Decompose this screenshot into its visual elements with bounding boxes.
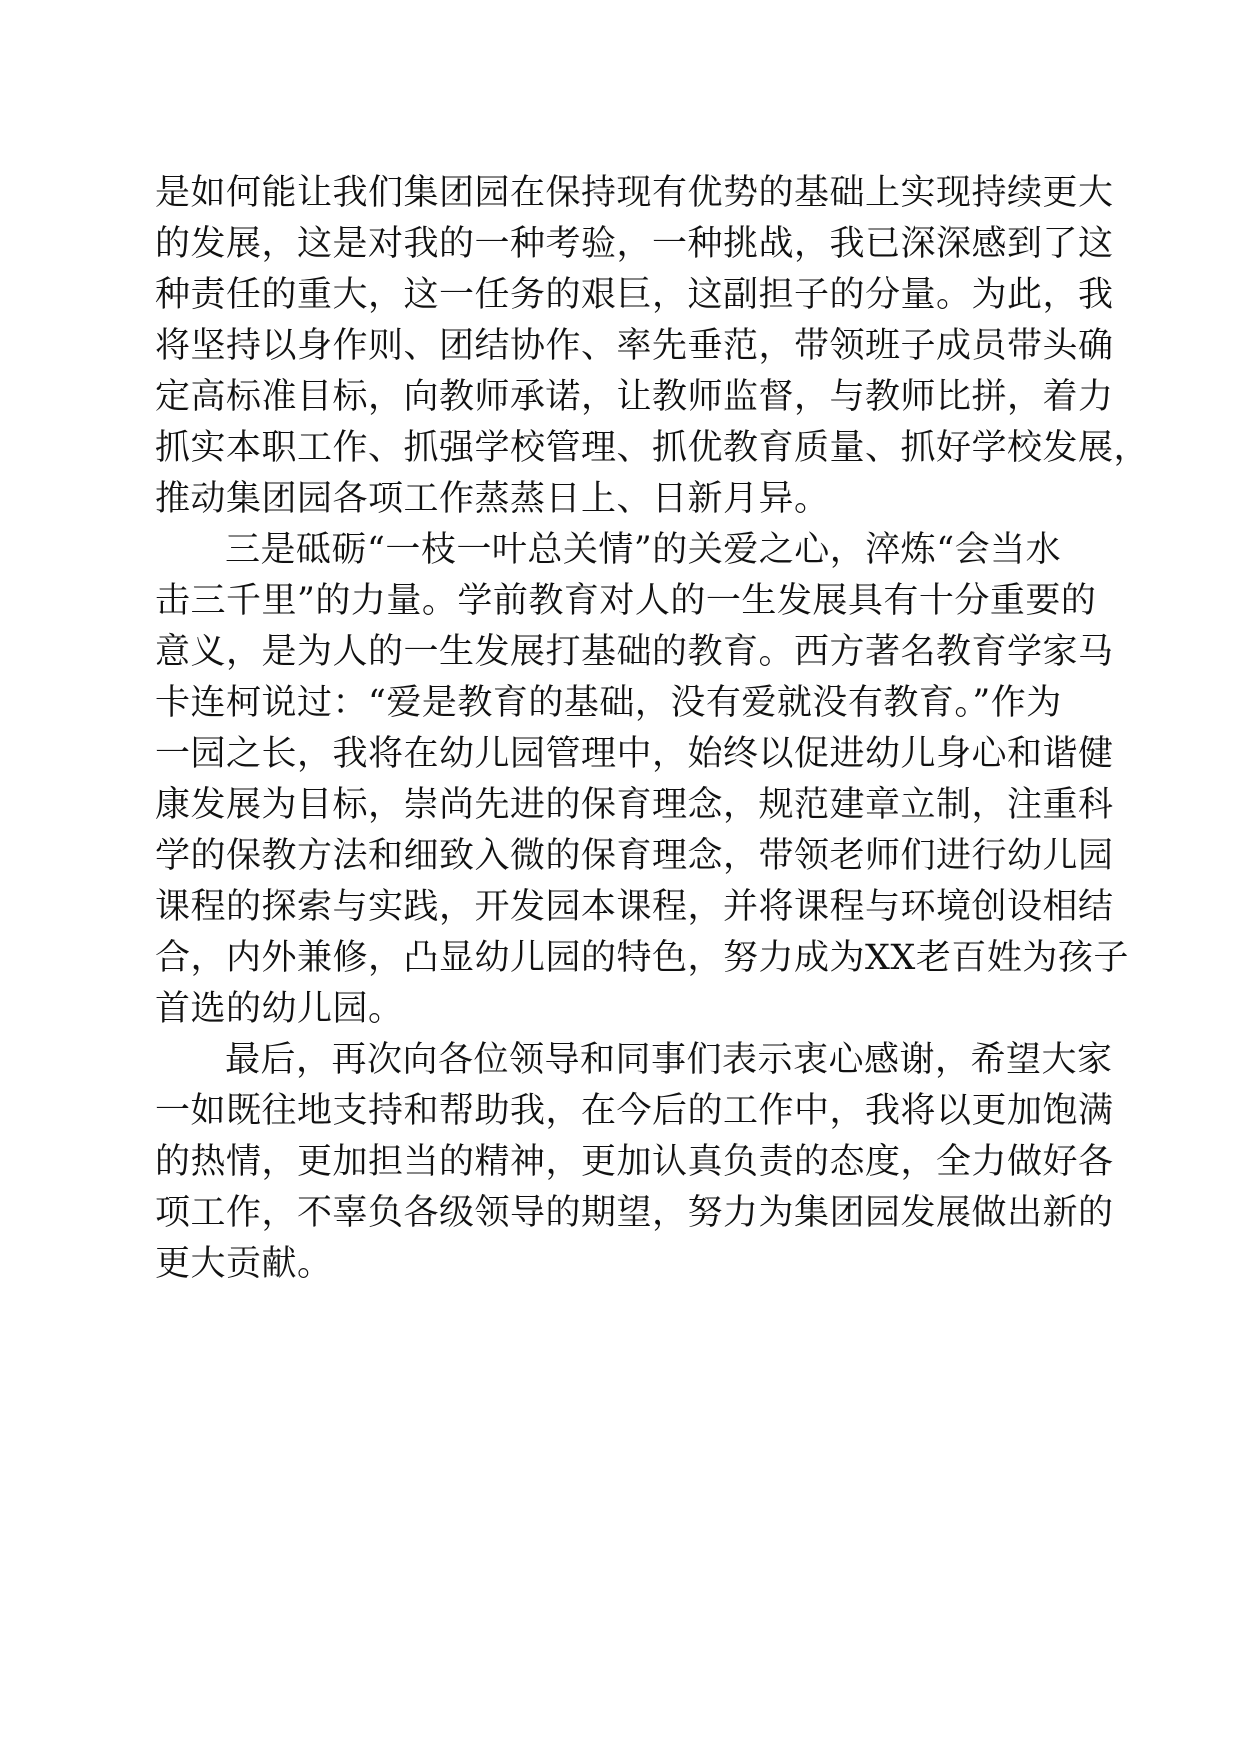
paragraph-3-line-3: 的热情，更加担当的精神，更加认真负责的态度，全力做好各 bbox=[155, 1142, 1114, 1182]
paragraph-2-line-9: 合，内外兼修，凸显幼儿园的特色，努力成为XX老百姓为孩子 bbox=[155, 938, 1129, 978]
paragraph-1-line-4: 将坚持以身作则、团结协作、率先垂范，带领班子成员带头确 bbox=[155, 326, 1114, 366]
paragraph-2-line-10: 首选的幼儿园。 bbox=[155, 989, 404, 1029]
paragraph-2-line-1: 三是砥砺“一枝一叶总关情”的关爱之心，淬炼“会当水 bbox=[225, 530, 1062, 570]
paragraph-1-line-5: 定高标准目标，向教师承诺，让教师监督，与教师比拼，着力 bbox=[155, 377, 1114, 417]
paragraph-2-line-7: 学的保教方法和细致入微的保育理念，带领老师们进行幼儿园 bbox=[155, 836, 1114, 876]
document-body bbox=[155, 168, 1150, 1290]
paragraph-3-line-1: 最后，再次向各位领导和同事们表示衷心感谢，希望大家 bbox=[225, 1040, 1113, 1080]
paragraph-3-line-4: 项工作，不辜负各级领导的期望，努力为集团园发展做出新的 bbox=[155, 1193, 1114, 1233]
paragraph-2-line-5: 一园之长，我将在幼儿园管理中，始终以促进幼儿身心和谐健 bbox=[155, 734, 1114, 774]
paragraph-1-line-6: 抓实本职工作、抓强学校管理、抓优教育质量、抓好学校发展， bbox=[155, 428, 1150, 468]
paragraph-1-line-7: 推动集团园各项工作蒸蒸日上、日新月异。 bbox=[155, 479, 830, 519]
paragraph-2-line-2: 击三千里”的力量。学前教育对人的一生发展具有十分重要的 bbox=[155, 581, 1097, 621]
paragraph-1-line-3: 种责任的重大，这一任务的艰巨，这副担子的分量。为此，我 bbox=[155, 275, 1114, 315]
paragraph-2-line-6: 康发展为目标，崇尚先进的保育理念，规范建章立制，注重科 bbox=[155, 785, 1114, 825]
paragraph-2-line-8: 课程的探索与实践，开发园本课程，并将课程与环境创设相结 bbox=[155, 887, 1114, 927]
paragraph-3-line-2: 一如既往地支持和帮助我，在今后的工作中，我将以更加饱满 bbox=[155, 1091, 1114, 1131]
paragraph-2-line-4: 卡连柯说过：“爱是教育的基础，没有爱就没有教育。”作为 bbox=[155, 683, 1062, 723]
paragraph-2-line-3: 意义，是为人的一生发展打基础的教育。西方著名教育学家马 bbox=[155, 632, 1114, 672]
paragraph-1-line-1: 是如何能让我们集团园在保持现有优势的基础上实现持续更大 bbox=[155, 173, 1114, 213]
paragraph-3-line-5: 更大贡献。 bbox=[155, 1244, 333, 1284]
paragraph-1-line-2: 的发展，这是对我的一种考验，一种挑战，我已深深感到了这 bbox=[155, 224, 1114, 264]
